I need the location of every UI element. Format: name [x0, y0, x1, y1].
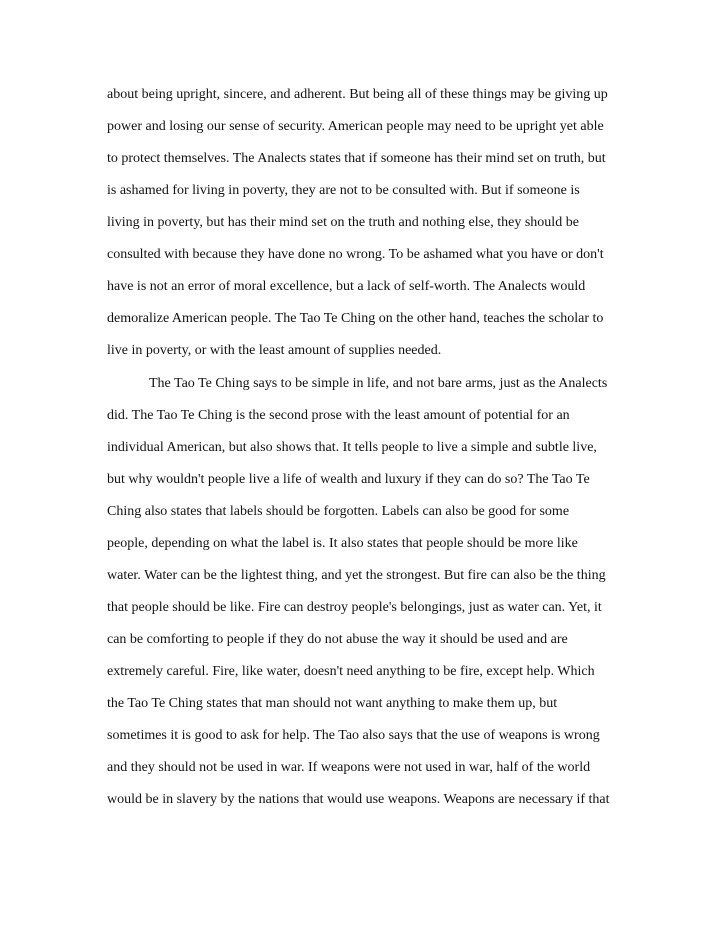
text-line: Ching also states that labels should be forgotten. Labels can also be good for some [107, 504, 570, 519]
text-line: that people should be like. Fire can destroy people's belongings, just as water can. Yet, it [107, 600, 602, 615]
text-line: but why wouldn't people live a life of wealth and luxury if they can do so? The Tao Te [107, 472, 590, 487]
text-line: sometimes it is good to ask for help. The Tao also says that the use of weapons is wrong [107, 728, 600, 743]
text-line: demoralize American people. The Tao Te Ching on the other hand, teaches the scholar to [107, 311, 604, 326]
text-line: water. Water can be the lightest thing, and yet the strongest. But fire can also be the thing [107, 568, 606, 583]
text-line: living in poverty, but has their mind set on the truth and nothing else, they should be [107, 215, 579, 230]
text-line: would be in slavery by the nations that would use weapons. Weapons are necessary if that [107, 792, 610, 807]
text-line: the Tao Te Ching states that man should not want anything to make them up, but [107, 696, 558, 711]
text-line: consulted with because they have done no wrong. To be ashamed what you have or don't [107, 247, 604, 262]
text-line: live in poverty, or with the least amount of supplies needed. [107, 343, 442, 358]
text-line: did. The Tao Te Ching is the second prose with the least amount of potential for an [107, 408, 570, 423]
text-line: can be comforting to people if they do not abuse the way it should be used and are [107, 632, 568, 647]
text-line: extremely careful. Fire, like water, doesn't need anything to be fire, except help. Which [107, 664, 595, 679]
text-line: people, depending on what the label is. It also states that people should be more like [107, 536, 578, 551]
paragraph-first-line: The Tao Te Ching says to be simple in life, and not bare arms, just as the Analects [149, 376, 608, 391]
text-line: have is not an error of moral excellence, but a lack of self-worth. The Analects would [107, 279, 586, 294]
text-line: individual American, but also shows that. It tells people to live a simple and subtle live, [107, 440, 597, 455]
text-line: and they should not be used in war. If weapons were not used in war, half of the world [107, 760, 591, 775]
text-line: power and losing our sense of security. American people may need to be upright yet able [107, 119, 604, 134]
text-line: is ashamed for living in poverty, they are not to be consulted with. But if someone is [107, 183, 580, 198]
text-line: about being upright, sincere, and adherent. But being all of these things may be giving up [107, 87, 608, 102]
text-line: to protect themselves. The Analects states that if someone has their mind set on truth, but [107, 151, 606, 166]
